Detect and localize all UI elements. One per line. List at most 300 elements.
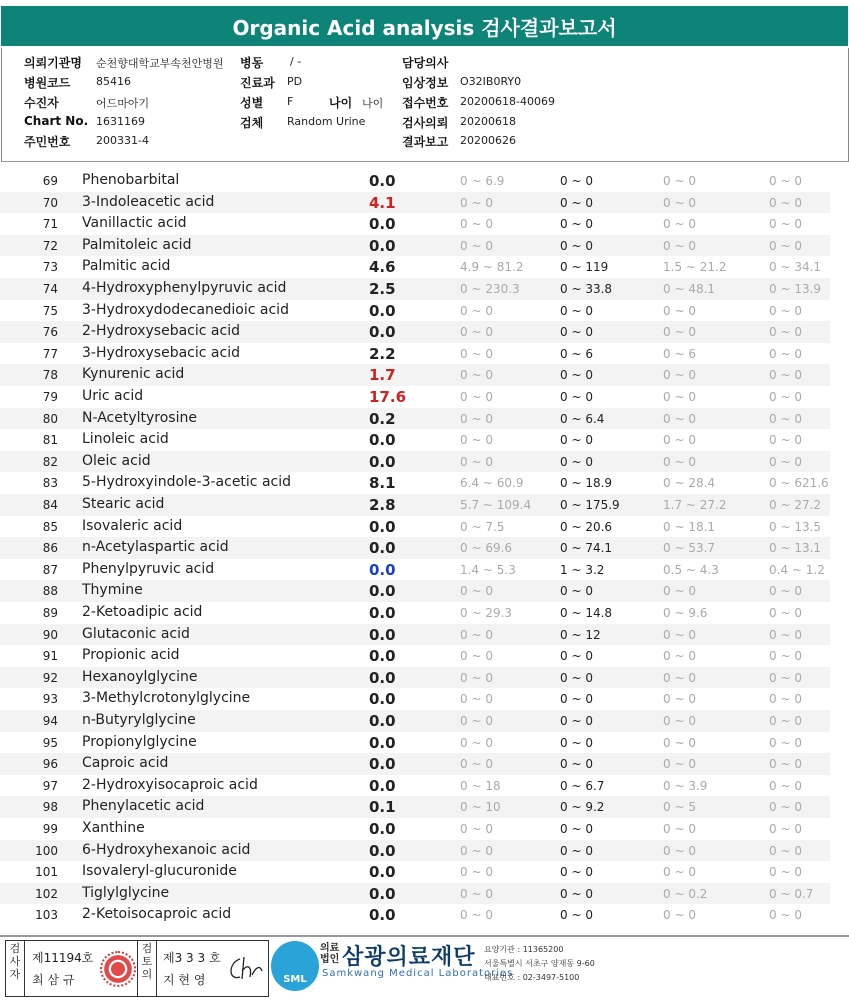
- reference-range-1: 0 ~ 0: [460, 865, 493, 880]
- reference-range-4: 0 ~ 0: [769, 714, 802, 728]
- reference-range-2: 0 ~ 0: [560, 714, 593, 728]
- row-number: 86: [42, 541, 58, 556]
- reference-range-3: 0 ~ 0: [663, 174, 696, 188]
- table-row: [0, 624, 830, 646]
- dept-label: 진료과: [240, 76, 275, 90]
- row-number: 84: [42, 498, 58, 512]
- signature-box: [5, 940, 269, 997]
- analyte-name: Isovaleryl-glucuronide: [82, 863, 237, 880]
- reference-range-3: 0 ~ 0: [663, 325, 696, 340]
- reference-range-2: 0 ~ 119: [560, 260, 609, 275]
- table-row: [0, 429, 830, 451]
- reference-range-1: 0 ~ 10: [460, 800, 501, 815]
- row-number: 76: [42, 325, 58, 340]
- row-number: 69: [42, 174, 58, 188]
- row-number: 81: [42, 433, 58, 448]
- row-number: 98: [42, 800, 58, 815]
- row-number: 97: [42, 778, 58, 793]
- result-value: 0.0: [369, 323, 396, 342]
- analyte-name: Phenobarbital: [82, 172, 180, 188]
- row-number: 91: [42, 649, 58, 664]
- analyte-name: Kynurenic acid: [82, 366, 185, 383]
- table-row: [0, 861, 830, 883]
- reference-range-2: 0 ~ 20.6: [560, 519, 613, 534]
- result-value: 1.7: [369, 366, 396, 385]
- reference-range-1: 0 ~ 29.3: [460, 606, 513, 620]
- reference-range-4: 0 ~ 0: [769, 757, 802, 772]
- reference-range-2: 0 ~ 0: [560, 303, 593, 318]
- reference-range-3: 1.7 ~ 27.2: [663, 498, 727, 512]
- reference-range-4: 0 ~ 0: [769, 865, 802, 880]
- row-number: 94: [42, 714, 58, 728]
- report-title: Organic Acid analysis 검사결과보고서: [1, 6, 848, 46]
- reference-range-4: 0 ~ 0: [769, 174, 802, 188]
- reference-range-4: 0 ~ 0: [769, 649, 802, 664]
- sml-logo-icon: SML: [271, 941, 319, 991]
- reference-range-4: 0 ~ 621.6: [769, 476, 829, 491]
- table-row: [0, 796, 830, 818]
- reference-range-1: 0 ~ 7.5: [460, 519, 505, 534]
- reference-range-3: 0 ~ 0: [663, 390, 696, 404]
- analyte-name: Vanillactic acid: [82, 215, 187, 232]
- row-number: 71: [42, 217, 58, 232]
- result-value: 0.0: [369, 625, 396, 644]
- row-number: 93: [42, 692, 58, 707]
- reference-range-3: 0 ~ 0: [663, 454, 696, 469]
- sex-value: F: [287, 95, 294, 108]
- specimen-value: Random Urine: [287, 115, 366, 128]
- reference-range-3: 0 ~ 9.6: [663, 606, 708, 620]
- checker-license: 제3 3 3 호: [163, 951, 221, 965]
- reference-range-3: 0 ~ 0: [663, 692, 696, 707]
- chart-value: 1631169: [96, 115, 145, 128]
- reference-range-3: 0 ~ 53.7: [663, 541, 716, 556]
- row-number: 72: [42, 238, 58, 253]
- reference-range-3: 0 ~ 0: [663, 735, 696, 750]
- result-value: 0.2: [369, 409, 396, 428]
- doctor-label: 담당의사: [402, 56, 449, 70]
- reference-range-2: 0 ~ 0: [560, 195, 593, 210]
- analyte-name: Phenylacetic acid: [82, 798, 205, 815]
- id-value: 200331-4: [96, 134, 149, 147]
- table-row: [0, 732, 830, 754]
- result-value: 0.0: [369, 668, 396, 687]
- reference-range-1: 0 ~ 0: [460, 368, 493, 383]
- inspector-name: 최 삼 규: [32, 973, 75, 987]
- reference-range-1: 0 ~ 0: [460, 908, 493, 923]
- row-number: 87: [42, 562, 58, 577]
- reference-range-4: 0 ~ 0: [769, 346, 802, 361]
- row-number: 101: [35, 865, 58, 880]
- reference-range-3: 0 ~ 0: [663, 757, 696, 772]
- reference-range-2: 0 ~ 0: [560, 735, 593, 750]
- table-row: [0, 775, 830, 797]
- row-number: 100: [35, 843, 58, 858]
- reference-range-2: 0 ~ 0: [560, 692, 593, 707]
- result-value: 0.0: [369, 884, 396, 903]
- result-value: 2.8: [369, 496, 396, 514]
- reference-range-3: 0 ~ 0: [663, 368, 696, 383]
- reference-range-1: 0 ~ 0: [460, 217, 493, 232]
- reference-range-4: 0 ~ 0: [769, 627, 802, 642]
- reference-range-1: 0 ~ 0: [460, 195, 493, 210]
- reference-range-1: 0 ~ 0: [460, 454, 493, 469]
- reference-range-2: 0 ~ 6.7: [560, 778, 605, 793]
- row-number: 80: [42, 411, 58, 426]
- analyte-name: 5-Hydroxyindole-3-acetic acid: [82, 474, 292, 491]
- reference-range-2: 0 ~ 74.1: [560, 541, 613, 556]
- org-english-name: Samkwang Medical Laboratories: [322, 968, 514, 979]
- reference-range-3: 0 ~ 0: [663, 908, 696, 923]
- hospital-code-label: 병원코드: [24, 76, 71, 90]
- reference-range-2: 0 ~ 0: [560, 217, 593, 232]
- result-value: 0.0: [369, 215, 396, 234]
- receipt-label: 접수번호: [402, 96, 449, 110]
- row-number: 75: [42, 303, 58, 318]
- analyte-name: 3-Hydroxydodecanedioic acid: [82, 301, 289, 318]
- reference-range-4: 0 ~ 0: [769, 822, 802, 836]
- reference-range-2: 0 ~ 0: [560, 757, 593, 772]
- reference-range-1: 0 ~ 0: [460, 627, 493, 642]
- table-row: [0, 580, 830, 602]
- reference-range-3: 0 ~ 0: [663, 865, 696, 880]
- analyte-name: n-Butyrylglycine: [82, 712, 196, 728]
- result-value: 0.0: [369, 560, 396, 579]
- row-number: 102: [35, 886, 58, 901]
- reference-range-1: 0 ~ 0: [460, 757, 493, 772]
- reference-range-2: 0 ~ 9.2: [560, 800, 605, 815]
- reference-range-1: 0 ~ 0: [460, 822, 493, 836]
- patient-info-panel: [1, 48, 849, 162]
- table-row: [0, 386, 830, 408]
- analyte-name: 2-Ketoadipic acid: [82, 604, 203, 620]
- reference-range-1: 0 ~ 0: [460, 325, 493, 340]
- reference-range-3: 0 ~ 0: [663, 843, 696, 858]
- reference-range-1: 0 ~ 230.3: [460, 282, 520, 296]
- table-row: [0, 710, 830, 732]
- analyte-name: Glutaconic acid: [82, 625, 190, 642]
- table-row: [0, 408, 830, 430]
- sex-label: 성별: [240, 96, 264, 110]
- table-row: [0, 472, 830, 494]
- reference-range-1: 6.4 ~ 60.9: [460, 476, 524, 491]
- table-row: [0, 192, 830, 214]
- result-value: 0.1: [369, 798, 396, 817]
- analyte-name: Propionic acid: [82, 647, 180, 664]
- reference-range-2: 0 ~ 0: [560, 670, 593, 685]
- analyte-name: 2-Hydroxysebacic acid: [82, 323, 240, 340]
- analyte-name: Stearic acid: [82, 496, 165, 512]
- result-value: 0.0: [369, 539, 396, 558]
- reference-range-2: 0 ~ 14.8: [560, 606, 613, 620]
- result-value: 0.0: [369, 841, 396, 860]
- reference-range-2: 1 ~ 3.2: [560, 562, 605, 577]
- reference-range-4: 0 ~ 0: [769, 368, 802, 383]
- reference-range-4: 0 ~ 0: [769, 411, 802, 426]
- reference-range-3: 0 ~ 0: [663, 822, 696, 836]
- analyte-name: 3-Hydroxysebacic acid: [82, 344, 240, 361]
- analyte-name: 2-Ketoisocaproic acid: [82, 906, 232, 923]
- result-value: 0.0: [369, 820, 396, 838]
- reference-range-2: 0 ~ 175.9: [560, 498, 620, 512]
- result-value: 0.0: [369, 431, 396, 450]
- reference-range-4: 0 ~ 0: [769, 325, 802, 340]
- reference-range-1: 0 ~ 18: [460, 778, 501, 793]
- receipt-value: 20200618-40069: [460, 95, 555, 108]
- reference-range-4: 0 ~ 0: [769, 735, 802, 750]
- row-number: 89: [42, 606, 58, 620]
- result-value: 0.0: [369, 604, 396, 622]
- reference-range-3: 0 ~ 0: [663, 217, 696, 232]
- table-row: [0, 235, 830, 257]
- reference-range-1: 0 ~ 0: [460, 649, 493, 664]
- reference-range-3: 0 ~ 28.4: [663, 476, 716, 491]
- reference-range-3: 0 ~ 0: [663, 238, 696, 253]
- reference-range-2: 0 ~ 12: [560, 627, 601, 642]
- table-row: [0, 256, 830, 278]
- reference-range-4: 0.4 ~ 1.2: [769, 562, 825, 577]
- result-value: 0.0: [369, 863, 396, 882]
- requested-label: 검사의뢰: [402, 116, 449, 130]
- row-number: 82: [42, 454, 58, 469]
- result-value: 0.0: [369, 452, 396, 471]
- reference-range-1: 4.9 ~ 81.2: [460, 260, 524, 275]
- reference-range-3: 0 ~ 48.1: [663, 282, 716, 296]
- footer-divider: [0, 935, 849, 937]
- reference-range-4: 0 ~ 27.2: [769, 498, 822, 512]
- org-prefix: 의료법인: [320, 943, 340, 965]
- reference-range-4: 0 ~ 13.1: [769, 541, 822, 556]
- reference-range-1: 0 ~ 0: [460, 411, 493, 426]
- row-number: 95: [42, 735, 58, 750]
- org-info-phone: 대표번호 : 02-3497-5100: [484, 973, 580, 982]
- reference-range-3: 0 ~ 18.1: [663, 519, 716, 534]
- result-value: 0.0: [369, 582, 396, 601]
- row-number: 83: [42, 476, 58, 491]
- reference-range-2: 0 ~ 0: [560, 390, 593, 404]
- analyte-name: Caproic acid: [82, 755, 169, 772]
- requested-value: 20200618: [460, 115, 516, 128]
- reference-range-2: 0 ~ 0: [560, 886, 593, 901]
- reference-range-1: 0 ~ 0: [460, 238, 493, 253]
- reference-range-4: 0 ~ 0: [769, 217, 802, 232]
- reference-range-2: 0 ~ 6.4: [560, 411, 605, 426]
- reference-range-3: 0 ~ 6: [663, 346, 696, 361]
- reference-range-4: 0 ~ 0: [769, 800, 802, 815]
- reference-range-2: 0 ~ 18.9: [560, 476, 613, 491]
- reference-range-2: 0 ~ 0: [560, 649, 593, 664]
- analyte-name: Oleic acid: [82, 452, 151, 469]
- age-label: 나이: [329, 96, 353, 110]
- reference-range-4: 0 ~ 13.5: [769, 519, 822, 534]
- reference-range-2: 0 ~ 0: [560, 238, 593, 253]
- row-number: 74: [42, 282, 58, 296]
- reference-range-2: 0 ~ 0: [560, 822, 593, 836]
- table-row: [0, 667, 830, 689]
- row-number: 79: [42, 390, 58, 404]
- checker-name: 지 현 영: [163, 973, 206, 987]
- reference-range-1: 0 ~ 0: [460, 390, 493, 404]
- row-number: 90: [42, 627, 58, 642]
- reference-range-1: 1.4 ~ 5.3: [460, 562, 516, 577]
- result-value: 2.2: [369, 344, 396, 363]
- analyte-name: Uric acid: [82, 388, 144, 404]
- result-value: 8.1: [369, 474, 396, 493]
- analyte-name: 6-Hydroxyhexanoic acid: [82, 841, 251, 858]
- analyte-name: Palmitic acid: [82, 258, 171, 275]
- result-value: 0.0: [369, 172, 396, 190]
- org-info-address: 서울특별시 서초구 양재동 9-60: [484, 959, 595, 968]
- reference-range-4: 0 ~ 0: [769, 195, 802, 210]
- ward-label: 병동: [240, 56, 264, 70]
- table-row: [0, 645, 830, 667]
- reference-range-4: 0 ~ 0: [769, 238, 802, 253]
- reference-range-4: 0 ~ 0: [769, 908, 802, 923]
- reference-range-2: 0 ~ 0: [560, 908, 593, 923]
- id-label: 주민번호: [24, 135, 71, 149]
- table-row: [0, 883, 830, 905]
- reference-range-3: 0 ~ 5: [663, 800, 696, 815]
- reference-range-4: 0 ~ 0: [769, 584, 802, 599]
- reference-range-3: 0 ~ 0: [663, 649, 696, 664]
- reference-range-3: 0 ~ 0.2: [663, 886, 708, 901]
- reference-range-3: 0 ~ 0: [663, 195, 696, 210]
- reference-range-3: 0 ~ 0: [663, 584, 696, 599]
- reported-label: 결과보고: [402, 135, 449, 149]
- reference-range-1: 5.7 ~ 109.4: [460, 498, 532, 512]
- patient-value: 어드마아기: [96, 97, 150, 110]
- analyte-name: 3-Methylcrotonylglycine: [82, 690, 251, 707]
- analyte-name: Hexanoylglycine: [82, 668, 198, 685]
- result-value: 4.1: [369, 193, 396, 212]
- reference-range-1: 0 ~ 0: [460, 843, 493, 858]
- row-number: 88: [42, 584, 58, 599]
- row-number: 85: [42, 519, 58, 534]
- analyte-name: 3-Indoleacetic acid: [82, 193, 215, 210]
- reported-value: 20200626: [460, 134, 516, 147]
- reference-range-4: 0 ~ 0: [769, 843, 802, 858]
- table-row: [0, 537, 830, 559]
- table-row: [0, 300, 830, 322]
- reference-range-2: 0 ~ 33.8: [560, 282, 613, 296]
- analyte-name: N-Acetyltyrosine: [82, 409, 197, 426]
- reference-range-1: 0 ~ 6.9: [460, 174, 505, 188]
- result-value: 0.0: [369, 647, 396, 666]
- table-row: [0, 321, 830, 343]
- analyte-name: Thymine: [82, 582, 143, 599]
- result-value: 4.6: [369, 258, 396, 277]
- reference-range-1: 0 ~ 0: [460, 303, 493, 318]
- result-value: 0.0: [369, 906, 396, 925]
- result-value: 0.0: [369, 712, 396, 730]
- specimen-label: 검체: [240, 116, 264, 130]
- reference-range-3: 0 ~ 0: [663, 714, 696, 728]
- table-row: [0, 602, 830, 624]
- reference-range-1: 0 ~ 0: [460, 670, 493, 685]
- seal-stamp-icon: [100, 951, 136, 987]
- ward-value: / -: [290, 55, 302, 68]
- result-value: 0.0: [369, 755, 396, 774]
- reference-range-3: 0 ~ 0: [663, 411, 696, 426]
- reference-range-1: 0 ~ 0: [460, 346, 493, 361]
- reference-range-3: 1.5 ~ 21.2: [663, 260, 727, 275]
- table-row: [0, 364, 830, 386]
- checker-label: 검토의: [141, 942, 153, 981]
- table-row: [0, 904, 830, 926]
- reference-range-4: 0 ~ 0: [769, 778, 802, 793]
- row-number: 78: [42, 368, 58, 383]
- patient-label: 수진자: [24, 96, 59, 110]
- analyte-name: 2-Hydroxyisocaproic acid: [82, 776, 258, 793]
- reference-range-4: 0 ~ 0: [769, 390, 802, 404]
- reference-range-3: 0.5 ~ 4.3: [663, 562, 719, 577]
- row-number: 103: [35, 908, 58, 923]
- result-value: 0.0: [369, 690, 396, 709]
- chart-label: Chart No.: [24, 114, 89, 128]
- table-row: [0, 559, 830, 581]
- reference-range-3: 0 ~ 0: [663, 627, 696, 642]
- reference-range-2: 0 ~ 0: [560, 174, 593, 188]
- row-number: 77: [42, 346, 58, 361]
- hospital-code-value: 85416: [96, 75, 131, 88]
- reference-range-2: 0 ~ 6: [560, 346, 593, 361]
- reference-range-1: 0 ~ 69.6: [460, 541, 513, 556]
- table-row: [0, 213, 830, 235]
- reference-range-3: 0 ~ 0: [663, 670, 696, 685]
- table-row: [0, 688, 830, 710]
- row-number: 99: [42, 822, 58, 836]
- reference-range-4: 0 ~ 0: [769, 433, 802, 448]
- result-value: 0.0: [369, 733, 396, 752]
- row-number: 92: [42, 670, 58, 685]
- reference-range-2: 0 ~ 0: [560, 368, 593, 383]
- signature-icon: [226, 953, 264, 985]
- reference-range-2: 0 ~ 0: [560, 584, 593, 599]
- table-row: [0, 840, 830, 862]
- result-value: 0.0: [369, 776, 396, 795]
- result-value: 2.5: [369, 280, 396, 298]
- reference-range-4: 0 ~ 34.1: [769, 260, 822, 275]
- clinical-value: O32IB0RY0: [460, 75, 522, 88]
- reference-range-3: 0 ~ 0: [663, 433, 696, 448]
- table-row: [0, 753, 830, 775]
- clinical-label: 임상정보: [402, 76, 449, 90]
- result-value: 0.0: [369, 517, 396, 536]
- analyte-name: Propionylglycine: [82, 733, 197, 750]
- table-row: [0, 170, 830, 192]
- table-row: [0, 278, 830, 300]
- table-row: [0, 516, 830, 538]
- table-row: [0, 451, 830, 473]
- table-row: [0, 818, 830, 840]
- reference-range-2: 0 ~ 0: [560, 865, 593, 880]
- reference-range-4: 0 ~ 0.7: [769, 886, 814, 901]
- analyte-name: Tiglylglycine: [82, 884, 170, 901]
- reference-range-4: 0 ~ 0: [769, 692, 802, 707]
- reference-range-1: 0 ~ 0: [460, 735, 493, 750]
- dept-value: PD: [287, 75, 303, 88]
- reference-range-2: 0 ~ 0: [560, 325, 593, 340]
- analyte-name: Linoleic acid: [82, 431, 169, 448]
- age-value: 나이: [362, 97, 384, 110]
- reference-range-4: 0 ~ 0: [769, 454, 802, 469]
- reference-range-4: 0 ~ 0: [769, 606, 802, 620]
- analyte-name: 4-Hydroxyphenylpyruvic acid: [82, 280, 287, 296]
- analyte-name: Xanthine: [82, 820, 145, 836]
- inspector-license: 제11194호: [32, 951, 94, 965]
- analyte-name: n-Acetylaspartic acid: [82, 539, 229, 556]
- row-number: 70: [42, 195, 58, 210]
